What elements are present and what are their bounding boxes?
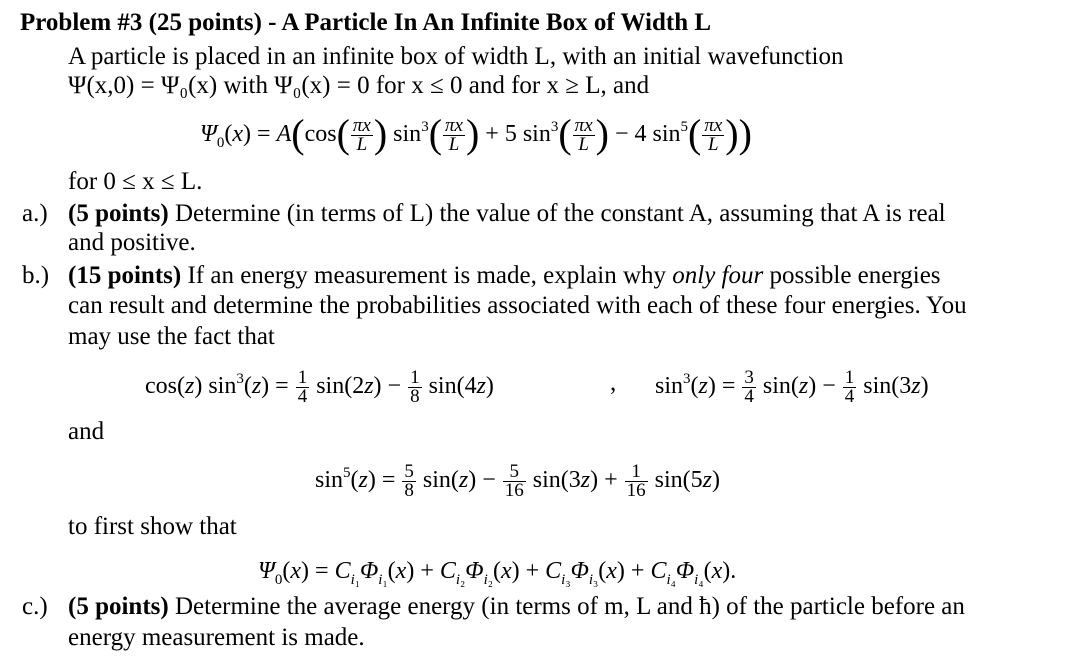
part-a-label: a.)	[22, 200, 48, 227]
part-b-label: b.)	[22, 262, 50, 289]
part-b-line-1	[68, 261, 941, 291]
part-c-text: Determine the average energy (in terms of m, L and ħ) of the particle before an	[174, 593, 965, 620]
identity-1: cos(z) $\sin^3(z)$ = $\frac{1}{4}$ sin(2z) − $\frac{1}{8}$ sin(4z)	[145, 366, 494, 407]
part-a-line-2: and positive.	[68, 229, 196, 256]
intro-line-1: A particle is placed in an infinite box of width L, with an initial wavefunction	[68, 43, 844, 70]
expansion-equation: $\Psi_0(x) = C_{i_1}\Phi_{i_1}(x) + C_{i_2}\Phi_{i_2}(x) + C_{i_3}\Phi_{i_3}(x) + C_{i_4}\Phi_{i_4}(x)$.	[258, 558, 737, 588]
to-show-text: to first show that	[68, 513, 237, 540]
part-a-points: (5 points)	[68, 200, 169, 227]
part-b-line-3: may use the fact that	[68, 323, 275, 350]
part-a-text: Determine (in terms of L) the value of the constant A, assuming that A is real	[174, 200, 946, 227]
part-a-line-1	[68, 199, 946, 229]
part-b-text-a: If an energy measurement is made, explain why	[187, 262, 667, 289]
range-text: for 0 ≤ x ≤ L.	[68, 168, 203, 195]
identity-3: $\sin^5(z)$ = $\frac{5}{8}$ sin(z) − $\frac{5}{16}$ sin(3z) + $\frac{1}{16}$ sin(5z)	[315, 460, 720, 501]
problem-title: Problem #3 (25 points) - A Particle In An Infinite Box of Width L	[20, 9, 712, 36]
part-b-points: (15 points)	[68, 262, 182, 289]
part-b-text-b: possible energies	[769, 262, 941, 289]
part-c-line-1	[68, 592, 965, 622]
part-c-label: c.)	[22, 593, 48, 620]
part-c-line-2: energy measurement is made.	[68, 624, 365, 651]
identity-separator: ,	[610, 369, 617, 396]
part-c-points: (5 points)	[68, 593, 169, 620]
part-b-emphasis: only four	[672, 262, 764, 289]
and-text: and	[68, 418, 105, 445]
identity-2: $\sin^3(z)$ = $\frac{3}{4}$ sin(z) − $\frac{1}{4}$ sin(3z)	[655, 366, 929, 407]
intro-line-2: Ψ(x,0) = Ψ₀(x) with Ψ₀(x) = 0 for x ≤ 0 and for x ≥ L, and	[68, 72, 650, 99]
main-equation: $\Psi_0(x) = A(\cos$( $\frac{\pi x}{L}$ ) $\sin^3$( $\frac{\pi x}{L}$ ) + 5 $\sin^3$( $\frac{\pi x}{L}$ ) − 4 $\sin^5$( $\frac{\pi x}{L}$ ))	[200, 111, 752, 156]
part-b-line-2: can result and determine the probabilities associated with each of these four energies. You	[68, 292, 967, 319]
